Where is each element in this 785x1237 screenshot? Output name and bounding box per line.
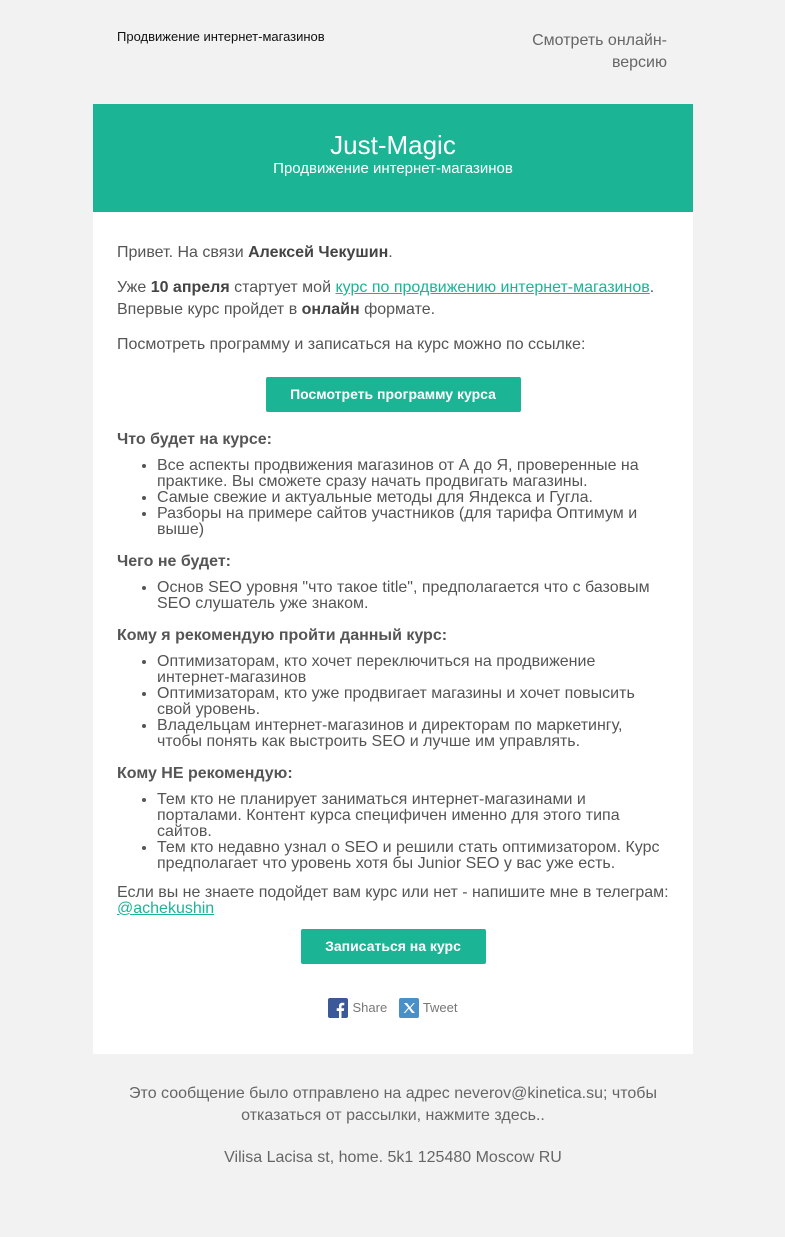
closing-body: Если вы не знаете подойдет вам курс или нет - напишите мне в телеграм:	[117, 884, 669, 901]
author-name: Алексей Чекушин	[248, 244, 389, 261]
greeting	[117, 212, 669, 264]
twitter-share-button[interactable]	[399, 997, 458, 1019]
course-link[interactable]: курс по продвижению интернет-магазинов	[335, 279, 650, 296]
view-online-link[interactable]: Смотреть онлайн-версию	[532, 32, 667, 71]
facebook-icon	[328, 998, 348, 1018]
section-title-wont-be: Чего не будет:	[117, 553, 231, 570]
course-announcement	[117, 277, 669, 321]
list-item: • Разборы на примере сайтов участников (для тарифа Оптимум и выше)	[157, 506, 669, 538]
program-cta-text: Посмотреть программу и записаться на курс можно по ссылке:	[117, 336, 586, 353]
start-date: 10 апреля	[150, 279, 230, 296]
list-item: • Самые свежие и актуальные методы для Яндекса и Гугла.	[157, 490, 669, 506]
facebook-share-label: Share	[352, 1000, 388, 1015]
recommend-list	[117, 654, 669, 750]
signup-button[interactable]: Записаться на курс	[301, 929, 486, 964]
list-item: • Все аспекты продвижения магазинов от А до Я, проверенные на практике. Вы сможете сразу начать продвигать магазины.	[157, 458, 669, 490]
will-be-list	[117, 458, 669, 538]
twitter-share-label: Tweet	[422, 1000, 458, 1015]
postal-address: Vilisa Lacisa st, home. 5k1 125480 Moscow RU	[224, 1149, 562, 1166]
email-body	[93, 212, 693, 1025]
list-item: • Тем кто недавно узнал о SEO и решили стать оптимизатором. Курс предполагает что уровень хотя бы Junior SEO у вас уже есть.	[157, 840, 669, 872]
brand-tagline: Продвижение интернет-магазинов	[273, 160, 513, 177]
telegram-link[interactable]: @achekushin	[117, 900, 215, 917]
email-card	[93, 104, 693, 1054]
preheader	[0, 0, 785, 104]
preheader-text: Продвижение интернет-магазинов	[117, 29, 325, 44]
announce-mid: стартует мой	[229, 279, 336, 296]
brand-title: Just-Magic	[330, 130, 456, 160]
announce-end: формате.	[359, 301, 436, 318]
wont-be-list	[117, 580, 669, 612]
list-item: • Тем кто не планирует заниматься интернет-магазинами и порталами. Контент курса специфичен именно для этого типа сайтов.	[157, 792, 669, 840]
signup-button-wrap	[117, 917, 669, 964]
section-title-recommend: Кому я рекомендую пройти данный курс:	[117, 627, 448, 644]
announce-suffix: . Впервые курс пройдет в	[117, 279, 655, 318]
unsubscribe-text[interactable]: Это сообщение было отправлено на адрес neverov@kinetica.su; чтобы отказаться от рассылки, нажмите здесь..	[129, 1085, 657, 1124]
not-recommend-list	[117, 792, 669, 872]
footer	[93, 1083, 693, 1169]
list-item: • Владельцам интернет-магазинов и директорам по маркетингу, чтобы понять как выстроить SEO и лучше им управлять.	[157, 718, 669, 750]
x-twitter-icon	[399, 998, 419, 1018]
section-title-will-be: Что будет на курсе:	[117, 431, 272, 448]
facebook-share-button[interactable]	[328, 997, 387, 1019]
header-banner	[93, 104, 693, 212]
view-program-button[interactable]: Посмотреть программу курса	[266, 377, 521, 412]
course-format: онлайн	[301, 301, 360, 318]
announce-prefix: Уже	[117, 279, 151, 296]
program-button-wrap	[117, 356, 669, 412]
greeting-suffix: .	[388, 244, 393, 261]
section-title-not-recommend: Кому НЕ рекомендую:	[117, 765, 293, 782]
list-item: • Основ SEO уровня "что такое title", предполагается что с базовым SEO слушатель уже знаком.	[157, 580, 669, 612]
closing-text	[117, 885, 669, 917]
share-row	[117, 997, 669, 1025]
list-item: • Оптимизаторам, кто хочет переключиться на продвижение интернет-магазинов	[157, 654, 669, 686]
greeting-prefix: Привет. На связи	[117, 244, 249, 261]
list-item: • Оптимизаторам, кто уже продвигает магазины и хочет повысить свой уровень.	[157, 686, 669, 718]
